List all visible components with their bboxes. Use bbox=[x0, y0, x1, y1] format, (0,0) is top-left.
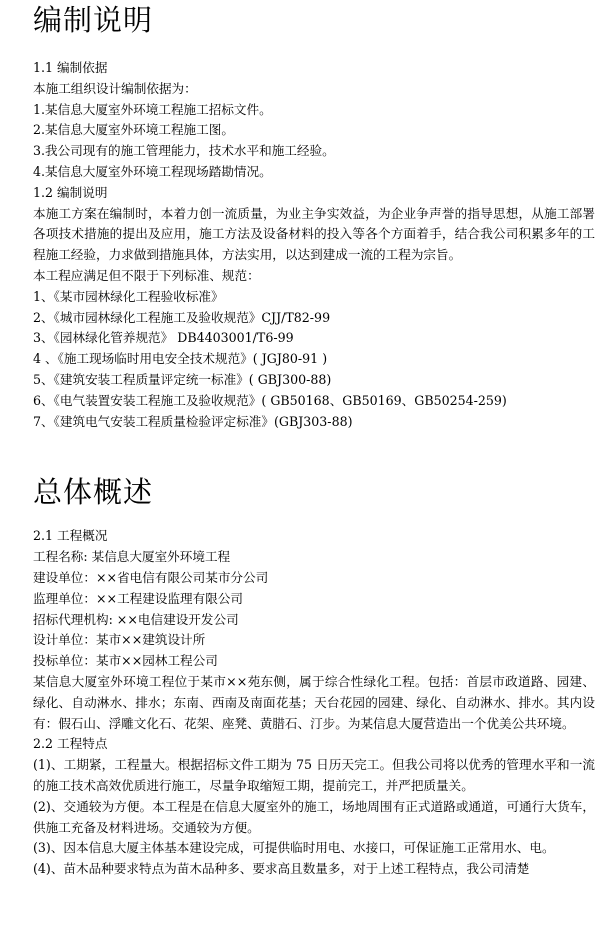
feature-item: (4)、苗木品种要求特点为苗木品种多、要求高且数量多，对于上述工程特点，我公司清楚 bbox=[33, 861, 530, 877]
overview-line: 监理单位：××工程建设监理有限公司 bbox=[33, 590, 244, 606]
overview-line: 招标代理机构: ××电信建设开发公司 bbox=[33, 611, 239, 627]
overview-line: 工程名称: 某信息大厦室外环境工程 bbox=[33, 549, 231, 565]
section-title-compilation: 编制说明 bbox=[33, 3, 154, 37]
section-title-overview: 总体概述 bbox=[33, 475, 154, 510]
basis-line: 1.某信息大厦室外环境工程施工招标文件。 bbox=[33, 101, 272, 117]
feature-item: (2)、交通较为方便。本工程是在信息大厦室外的施工，场地周围有正式道路或通道，可通行大货车，供施工充备及材料进场。交通较为方便。 bbox=[33, 798, 595, 835]
standard-item: 6、《电气装置安装工程施工及验收规范》( GB50168、GB50169、GB50254-259) bbox=[33, 392, 507, 408]
standards-intro: 本工程应满足但不限于下列标准、规范： bbox=[33, 267, 260, 283]
document-page bbox=[33, 0, 595, 880]
description-paragraph: 本施工方案在编制时，本着力创一流质量，为业主争实效益，为企业争声誉的指导思想，从施工部署各项技术措施的提出及应用，施工方法及设备材料的投入等各个方面着手，结合我公司积累多年的工程施工经验，力求做到措施具体，方法实用，以达到建成一流的工程为宗旨。 bbox=[33, 205, 595, 263]
overview-line: 设计单位：某市××建筑设计所 bbox=[33, 632, 206, 648]
basis-line: 2.某信息大厦室外环境工程施工图。 bbox=[33, 122, 234, 138]
basis-line: 本施工组织设计编制依据为： bbox=[33, 80, 197, 96]
overview-paragraph: 某信息大厦室外环境工程位于某市××苑东侧，属于综合性绿化工程。包括：首层市政道路、园建、绿化、自动淋水、排水；东南、西南及南面花基；天台花园的园建、绿化、自动淋水、排水。其内设有：假石山、浮雕文化石、花架、座凳、黄腊石、汀步。为某信息大厦营造出一个优美公共环境。 bbox=[33, 673, 595, 731]
feature-item: (3)、因本信息大厦主体基本建设完成，可提供临时用电、水接口，可保证施工正常用水、电。 bbox=[33, 840, 555, 856]
standard-item: 5、《建筑安装工程质量评定统一标准》( GBJ300-88) bbox=[33, 371, 332, 387]
standard-item: 2、《城市园林绿化工程施工及验收规范》CJJ/T82-99 bbox=[33, 309, 331, 325]
subsection-features-title: 2.2 工程特点 bbox=[33, 736, 108, 752]
standard-item: 4 、《施工现场临时用电安全技术规范》( JGJ80-91 ) bbox=[33, 351, 328, 367]
overview-line: 投标单位：某市××园林工程公司 bbox=[33, 653, 218, 669]
subsection-project-overview-title: 2.1 工程概况 bbox=[33, 528, 108, 544]
feature-item: (1)、工期紧，工程量大。根据招标文件工期为 75 日历天完工。但我公司将以优秀的管理水平和一流的施工技术高效优质进行施工，尽量争取缩短工期，提前完工，并严把质量关。 bbox=[33, 757, 595, 793]
overview-line: 建设单位：××省电信有限公司某市分公司 bbox=[33, 569, 269, 585]
standard-item: 7、《建筑电气安装工程质量检验评定标准》(GBJ303-88) bbox=[33, 413, 353, 429]
basis-line: 4.某信息大厦室外环境工程现场踏勘情况。 bbox=[33, 163, 272, 179]
standard-item: 1、《某市园林绿化工程验收标准》 bbox=[33, 288, 224, 304]
subsection-description-title: 1.2 编制说明 bbox=[33, 184, 108, 200]
subsection-basis-title: 1.1 编制依据 bbox=[33, 60, 108, 75]
standard-item: 3、《园林绿化管养规范》 DB4403001/T6-99 bbox=[33, 330, 294, 346]
basis-line: 3.我公司现有的施工管理能力，技术水平和施工经验。 bbox=[33, 143, 335, 159]
